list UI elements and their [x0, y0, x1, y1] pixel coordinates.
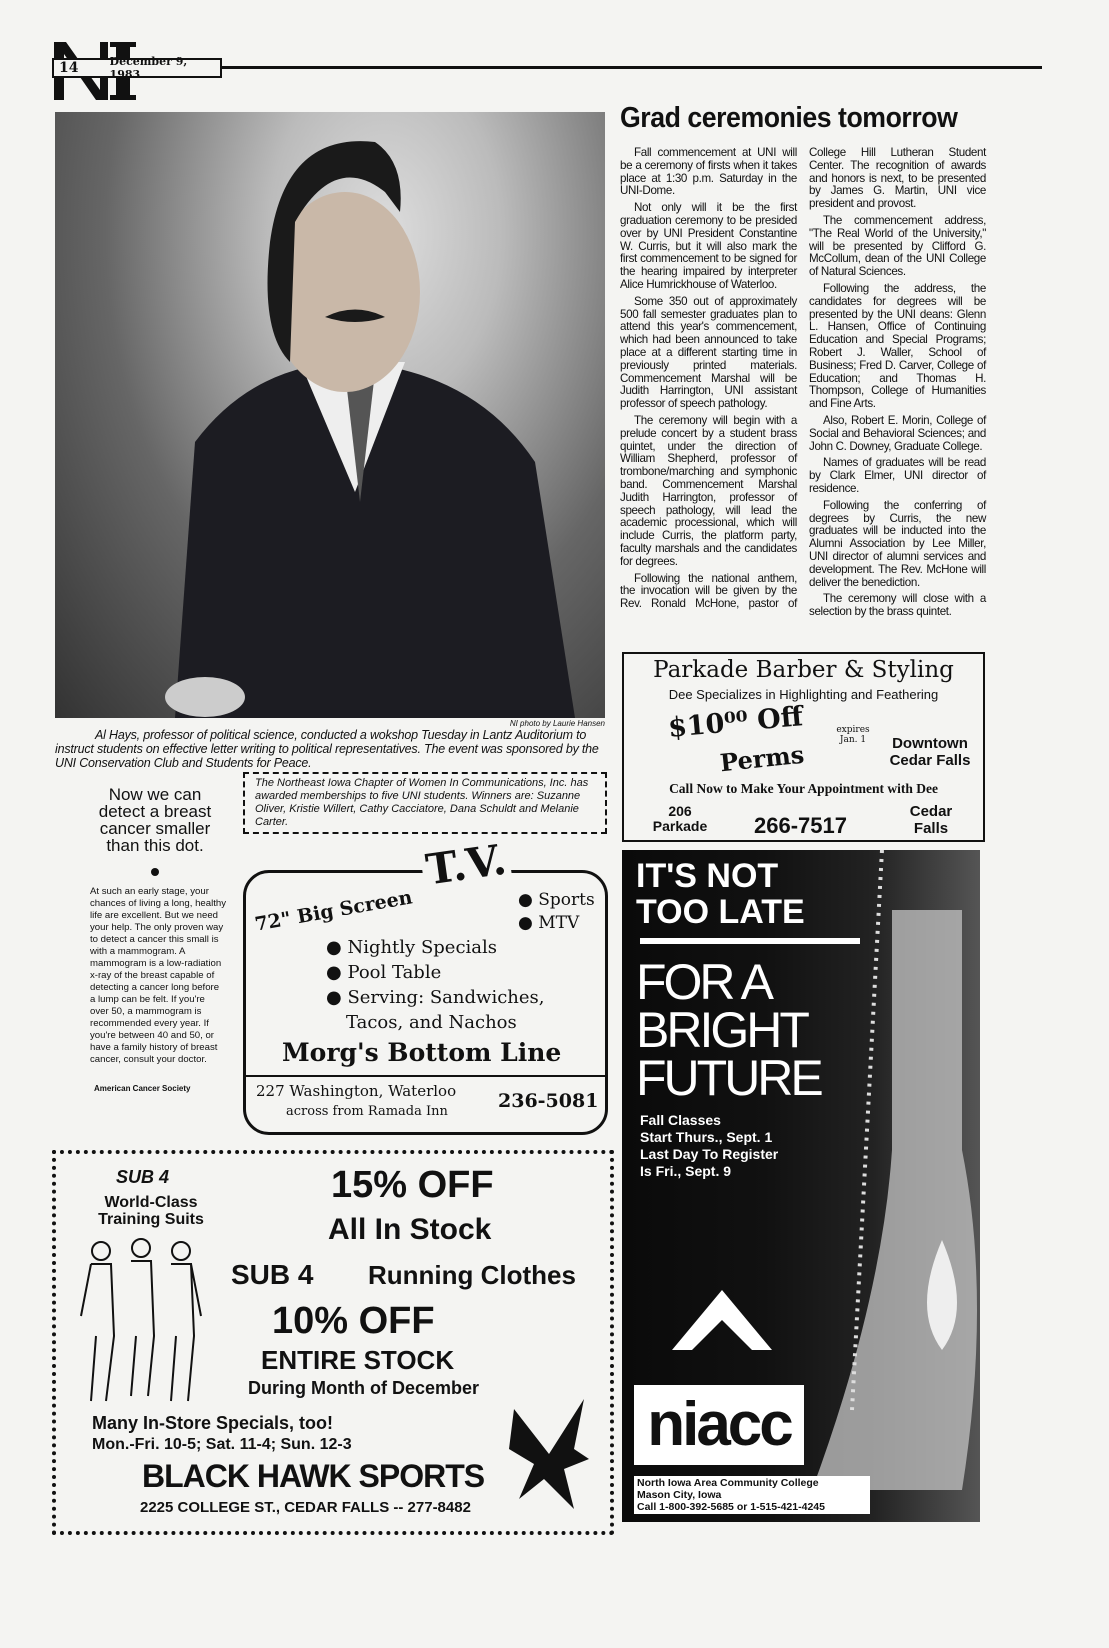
wic-notice: The Northeast Iowa Chapter of Women In Communications, Inc. has awarded memberships to five UNI students. Winners are: Suzanne Oliver, Kristie Willert, Cathy Cacciatore, Dana Schuldt and Melanie Carter.	[243, 772, 607, 834]
black-hawk-sports-ad	[52, 1150, 614, 1535]
news-photo	[55, 112, 605, 718]
sub4-suits: World-Class Training Suits	[98, 1194, 204, 1228]
article-paragraph: Following the address, the candidates for degrees will be presented by the UNI deans: Glenn L. Hansen, Office of Continuing Education and Special Programs; Robert J. Waller, School of Business; Fred D. Carver, College of Education; and Thomas H. Thompson, College of Humanities and Fine Arts.	[809, 281, 986, 411]
sub4-specials: Many In-Store Specials, too!	[92, 1413, 334, 1433]
sub4-offer1: 15% OFF	[331, 1164, 494, 1206]
niacc-ad	[622, 850, 980, 1522]
cancer-ad-sponsor: American Cancer Society	[94, 1084, 191, 1093]
niacc-detail: Is Fri., Sept. 9	[640, 1163, 732, 1179]
runners-illustration	[76, 1236, 206, 1406]
parkade-expires: expires Jan. 1	[836, 725, 870, 745]
dot-icon	[151, 868, 159, 876]
morg-side-item: MTV	[538, 913, 580, 933]
morg-item: Nightly Specials	[347, 937, 498, 958]
sub4-brand-sub: Running Clothes	[368, 1260, 576, 1290]
article-headline: Grad ceremonies tomorrow	[620, 102, 958, 134]
morgs-bottom-line-ad	[243, 834, 608, 1135]
morg-tv: T.V.	[419, 835, 513, 895]
parkade-location: Downtown Cedar Falls	[889, 735, 971, 769]
parkade-barber-ad	[622, 652, 985, 842]
article-paragraph: Fall commencement at UNI will be a ceremony of firsts when it takes place at 1:30 p.m. Saturday in the UNI-Dome.	[620, 146, 797, 198]
parkade-title: Parkade Barber & Styling	[653, 657, 954, 683]
niacc-line2: TOO LATE	[636, 893, 805, 931]
light-bulb-illustration	[792, 850, 980, 1490]
article-paragraph: Not only will it be the first graduation ceremony to be presided over by UNI President Constantine W. Curris, but it will also mark the first commencement to be signed for the hearing impaired by interpreter Alice Humrickhouse of Waterloo.	[620, 201, 797, 291]
parkade-call: Call Now to Make Your Appointment with Dee	[669, 781, 938, 796]
niacc-headline-line: FOR A	[636, 954, 772, 1010]
niacc-detail: Start Thurs., Sept. 1	[640, 1129, 773, 1145]
sub4-address: 2225 COLLEGE ST., CEDAR FALLS -- 277-8482	[140, 1499, 471, 1516]
article-paragraph: Names of graduates will be read by Clark Elmer, UNI director of residence.	[809, 456, 986, 495]
cancer-society-ad	[84, 786, 226, 1141]
morg-side-items: ● Sports ● MTV	[518, 890, 595, 933]
masthead-bar	[52, 55, 222, 81]
article-paragraph: The commencement address, "The Real World of the University," will be presented by Clifford G. McCollum, dean of the UNI College of Natural Sciences.	[809, 213, 986, 279]
niacc-line1: IT'S NOT	[636, 857, 779, 895]
sub4-brand: SUB 4	[231, 1259, 314, 1290]
parkade-city: Cedar Falls	[909, 803, 953, 837]
niacc-detail: Last Day To Register	[640, 1146, 779, 1162]
niacc-headline-line: BRIGHT	[636, 1002, 807, 1058]
morg-name: Morg's Bottom Line	[282, 1038, 562, 1067]
article-paragraph: Following the national anthem, the invocation will be given by the Rev. Ronald McHone, pastor of College Hill Lutheran Student Center. The recognition of awards and honors is next, to be presented by James G. Martin, UNI vice president and provost.	[620, 146, 986, 611]
photo-caption: Al Hays, professor of political science, conducted a wokshop Tuesday in Lantz Auditorium to instruct students on effective letter writing to political representatives. The event was sponsored by the UNI Conservation Club and Students for Peace.	[55, 728, 599, 770]
parkade-offer: $10⁰⁰ Off	[666, 701, 805, 744]
parkade-perms: Perms	[718, 739, 806, 778]
photo-credit: NI photo by Laurie Hansen	[509, 719, 605, 728]
article-paragraph: Also, Robert E. Morin, College of Social and Behavioral Sciences; and John C. Downey, Graduate College.	[809, 413, 986, 453]
morg-phone: 236-5081	[498, 1090, 599, 1112]
morg-item: Pool Table	[347, 962, 442, 983]
niacc-details	[640, 1112, 778, 1180]
sub4-offer1-sub: All In Stock	[328, 1213, 492, 1246]
morg-big-screen: 72" Big Screen	[253, 886, 414, 936]
article-body	[620, 147, 986, 619]
niacc-logo: niacc	[634, 1385, 804, 1465]
article-paragraph: The ceremony will close with a selection by the brass quintet.	[809, 592, 986, 619]
hawk-icon	[504, 1399, 594, 1514]
morg-landmark: across from Ramada Inn	[286, 1104, 448, 1119]
issue-date: December 9, 1983	[109, 55, 188, 81]
cancer-ad-body: At such an early stage, your chances of living a long, healthy life are excellent. But we need your help. The only proven way to detect a cancer this small is with a mammogram. A mammogram is a low-radiation x-ray of the breast capable of detecting a cancer long before a lump can be felt. If you're over 50, a mammogram is recommended every year. If you're between 40 and 50, or have a family history of breast cancer, consult your doctor.	[90, 886, 226, 1065]
morg-side-item: Sports	[538, 890, 595, 910]
niacc-phones: Call 1-800-392-5685 or 1-515-421-4245	[637, 1501, 825, 1513]
parkade-address: 206 Parkade	[652, 803, 708, 835]
parkade-subtitle: Dee Specializes in Highlighting and Feathering	[668, 687, 939, 702]
cancer-ad-headline: Now we can detect a breast cancer smaller than this dot.	[98, 785, 212, 855]
page-number: 14	[59, 60, 79, 76]
niacc-contact	[634, 1476, 870, 1514]
sub4-period: During Month of December	[248, 1378, 480, 1398]
arrow-icon	[662, 1290, 782, 1380]
sub4-store: BLACK HAWK SPORTS	[142, 1458, 485, 1494]
niacc-city: Mason City, Iowa	[637, 1489, 722, 1501]
sub4-offer2: 10% OFF	[272, 1300, 435, 1342]
niacc-detail: Fall Classes	[640, 1112, 721, 1128]
article-paragraph: The ceremony will begin with a prelude concert by a student brass quintet, under the direction of William Shepherd, professor of trombone/marching and symphonic band. Commencement Marshal Judith Harrington, professor of speech pathology, will lead the academic processional, which will include Curris, the platform party, faculty marshals and the candidates for degrees.	[620, 413, 797, 568]
niacc-headline-line: FUTURE	[636, 1050, 821, 1106]
sub4-hours: Mon.-Fri. 10-5; Sat. 11-4; Sun. 12-3	[92, 1436, 352, 1453]
header-rule	[222, 66, 1042, 69]
niacc-college: North Iowa Area Community College	[637, 1477, 819, 1489]
article-paragraph: Some 350 out of approximately 500 fall semester graduates plan to attend this year's commencement, which had been announced to take place at a different starting time in previously printed materials. Commencement Marshal will be Judith Harrington, UNI assistant professor of speech pathology.	[620, 294, 797, 411]
sub4-logo: SUB 4	[116, 1167, 170, 1187]
sub4-offer2-sub: ENTIRE STOCK	[261, 1345, 455, 1375]
parkade-phone: 266-7517	[754, 813, 847, 838]
morg-items: ● Nightly Specials ● Pool Table ● Serving: Sandwiches, Tacos, and Nachos	[326, 937, 545, 1033]
morg-address: 227 Washington, Waterloo	[256, 1082, 457, 1100]
article-paragraph: Following the conferring of degrees by Curris, the new graduates will be inducted into the Alumni Association by Lee Miller, UNI director of alumni services and development. The Rev. McHone will deliver the benediction.	[809, 498, 986, 589]
morg-item: Serving: Sandwiches, Tacos, and Nachos	[346, 987, 545, 1033]
